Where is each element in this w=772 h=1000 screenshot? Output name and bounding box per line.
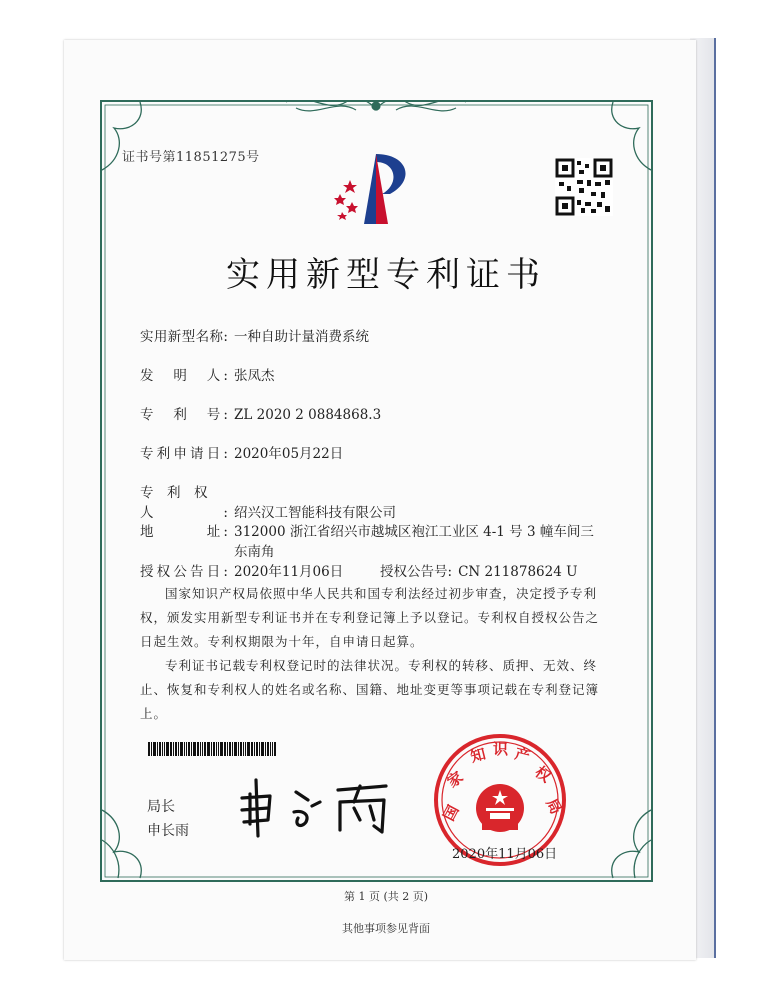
field-value: 张凤杰 (234, 368, 275, 384)
field-label: 实用新型名称: (140, 329, 228, 345)
certificate-title: 实用新型专利证书 (226, 255, 546, 295)
field-label: 授权公告日: (140, 564, 228, 580)
field-value: ZL 2020 2 0884868.3 (234, 407, 382, 423)
field-value: 绍兴汉工智能科技有限公司 (234, 505, 396, 521)
qr-code-icon (555, 158, 613, 216)
field-address (140, 520, 594, 540)
svg-text:权: 权 (531, 762, 555, 787)
field-label: 授权公告号: (380, 564, 453, 580)
field-value: 312000 浙江省绍兴市越城区袍江工业区 4-1 号 3 幢车间三 (234, 524, 594, 540)
field-value: 2020年11月06日 (234, 564, 344, 580)
footer-note: 其他事项参见背面 (342, 922, 430, 935)
field-value: 一种自助计量消费系统 (234, 329, 369, 345)
field-grant-date (140, 560, 343, 580)
field-patentee (140, 481, 396, 521)
field-address-continued (234, 540, 275, 560)
paragraph-grant-decision: 国家知识产权局依照中华人民共和国专利法经过初步审查，决定授予专利权，颁发实用新型专利证书并在专利登记簿上予以登记。专利权自授权公告之日起生效。专利权期限为十年，自申请日起算。 (140, 586, 600, 649)
field-label: 地 址: (140, 524, 228, 540)
svg-text:国: 国 (439, 802, 463, 824)
field-filing-date (140, 442, 343, 462)
svg-text:产: 产 (513, 744, 532, 766)
field-label: 专 利 号: (140, 407, 228, 423)
field-utility-model-name (140, 325, 369, 345)
cnipa-logo-icon (330, 150, 420, 230)
director-title: 局长 (147, 799, 175, 815)
field-grant-number (380, 560, 577, 580)
director-name: 申长雨 (147, 823, 189, 839)
field-label: 发 明 人: (140, 368, 228, 384)
certificate-number: 证书号第11851275号 (122, 150, 260, 165)
handwritten-signature (236, 772, 406, 842)
seal-date: 2020年11月06日 (452, 847, 558, 862)
field-value: 东南角 (234, 544, 275, 560)
field-value: CN 211878624 U (458, 564, 578, 580)
svg-text:局: 局 (542, 795, 566, 818)
field-patent-number (140, 403, 381, 423)
field-inventor (140, 364, 275, 384)
svg-text:识: 识 (493, 740, 509, 758)
paragraph-legal-status: 专利证书记载专利权登记时的法律状况。专利权的转移、质押、无效、终止、恢复和专利权人的姓名或名称、国籍、地址变更等事项记载在专利登记簿上。 (140, 658, 600, 721)
field-label: 专利申请日: (140, 446, 228, 462)
svg-text:知: 知 (468, 744, 488, 766)
field-value: 2020年05月22日 (234, 446, 344, 462)
field-label: 专 利 权 人: (140, 485, 228, 521)
barcode (148, 742, 348, 756)
svg-text:家: 家 (443, 767, 467, 792)
page-number: 第 1 页 (共 2 页) (343, 890, 429, 903)
